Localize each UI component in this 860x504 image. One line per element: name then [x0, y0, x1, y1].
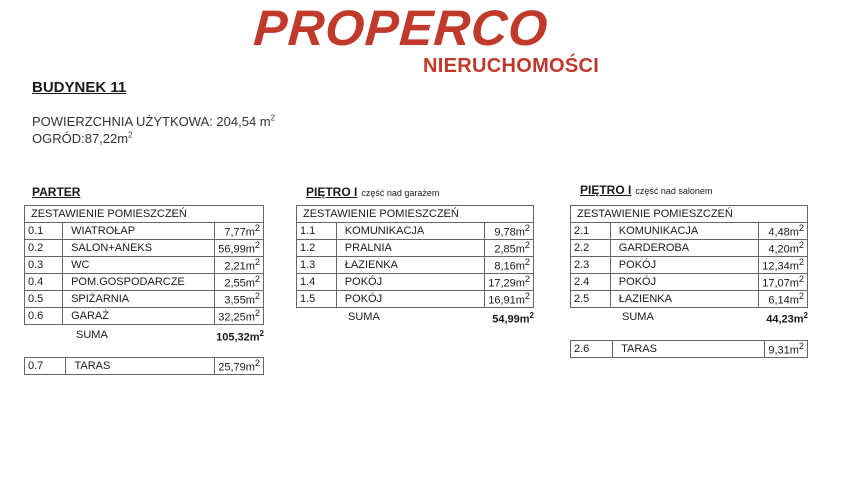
- table-row: 0.4 POM.GOSPODARCZE $2,55m^2$: [25, 274, 264, 291]
- table-row: 0.3 WC $2,21m^2$: [25, 257, 264, 274]
- section-title-floor1-garage: PIĘTRO I część nad garażem: [306, 185, 440, 199]
- terrace-table-parter: [24, 357, 264, 375]
- table-row: 2.1 KOMUNIKACJA $4,48m^2$: [571, 223, 808, 240]
- company-logo-subtitle: NIERUCHOMOŚCI: [423, 55, 600, 77]
- section-title-parter: PARTER: [32, 185, 81, 199]
- rooms-table-floor1-garage: [296, 205, 534, 308]
- table-row: 0.2 SALON+ANEKS $56,99m^2$: [25, 240, 264, 257]
- rooms-table-floor1-salon: [570, 205, 808, 308]
- table-row: 1.3 ŁAZIENKA $8,16m^2$: [297, 257, 534, 274]
- table-row: 2.2 GARDEROBA $4,20m^2$: [571, 240, 808, 257]
- company-logo: PROPERCO: [252, 0, 551, 56]
- table-row: 2.4 POKÓJ $17,07m^2$: [571, 274, 808, 291]
- table-row: 1.5 POKÓJ $16,91m^2$: [297, 291, 534, 308]
- rooms-table-parter: [24, 205, 264, 325]
- table-row: 2.3 POKÓJ $12,34m^2$: [571, 257, 808, 274]
- section-title-floor1-salon: PIĘTRO I część nad salonem: [580, 183, 713, 197]
- garden-area-line: $OGRÓD:87,22m^2$: [32, 130, 133, 146]
- table-row: 2.5 ŁAZIENKA $6,14m^2$: [571, 291, 808, 308]
- table-row: 0.6 GARAŻ $32,25m^2$: [25, 308, 264, 325]
- table-header: ZESTAWIENIE POMIESZCZEŃ: [297, 206, 534, 223]
- building-title: BUDYNEK 11: [32, 79, 127, 96]
- table-header: ZESTAWIENIE POMIESZCZEŃ: [571, 206, 808, 223]
- table-row: 1.1 KOMUNIKACJA $9,78m^2$: [297, 223, 534, 240]
- terrace-table-floor1-salon: [570, 340, 808, 358]
- table-row: 1.2 PRALNIA $2,85m^2$: [297, 240, 534, 257]
- table-row: 0.5 SPIŻARNIA $3,55m^2$: [25, 291, 264, 308]
- table-row: 1.4 POKÓJ $17,29m^2$: [297, 274, 534, 291]
- table-row: 0.7 TARAS $25,79m^2$: [25, 358, 264, 375]
- table-row: 2.6 TARAS $9,31m^2$: [571, 341, 808, 358]
- table-row: 0.1 WIATROŁAP $7,77m^2$: [25, 223, 264, 240]
- table-header: ZESTAWIENIE POMIESZCZEŃ: [25, 206, 264, 223]
- usable-area-line: POWIERZCHNIA UŻYTKOWA: 204,54 $m^2$: [32, 113, 276, 129]
